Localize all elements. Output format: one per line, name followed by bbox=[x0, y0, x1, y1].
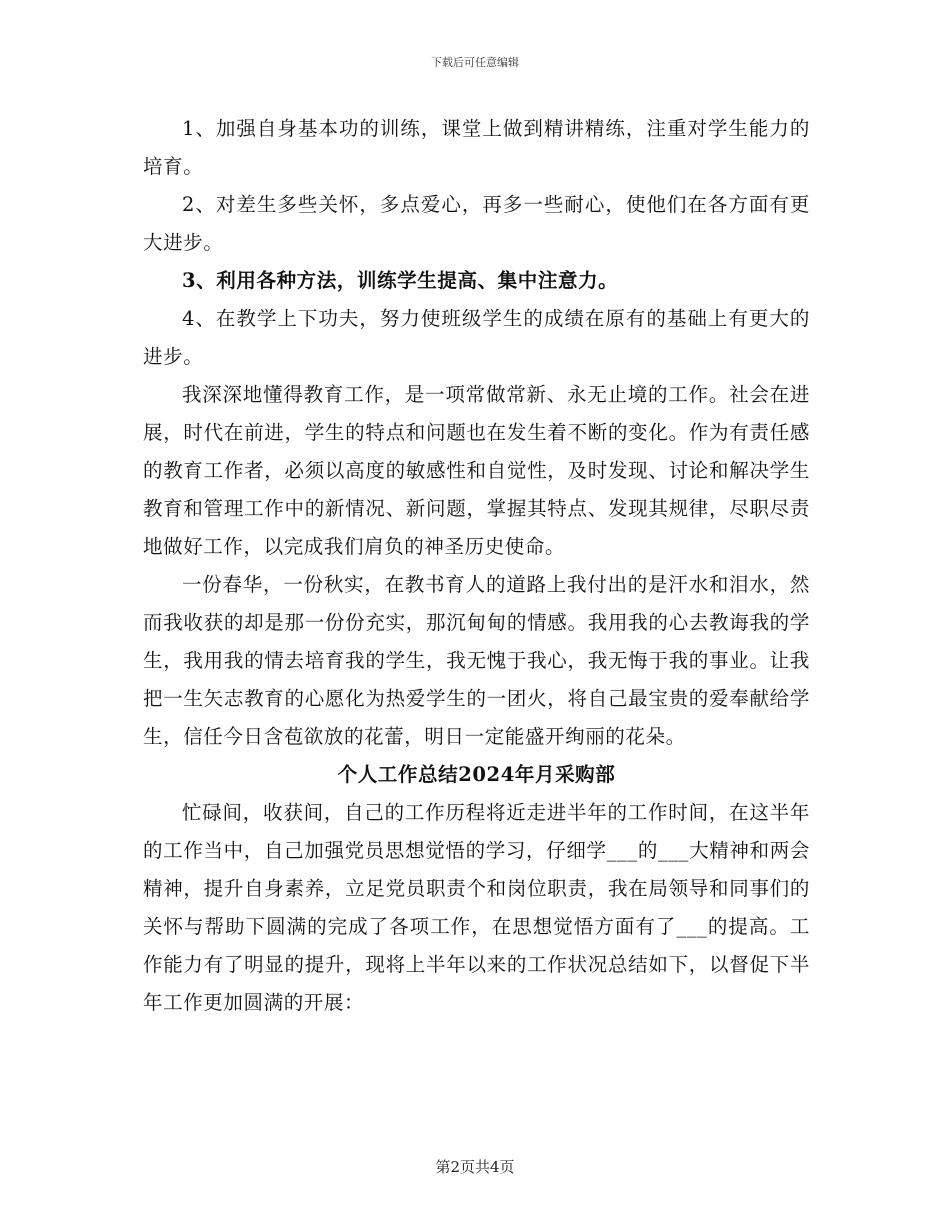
paragraph-item-1: 1、加强自身基本功的训练，课堂上做到精讲精练，注重对学生能力的培育。 bbox=[143, 117, 810, 178]
paragraph-item-4: 4、在教学上下功夫，努力使班级学生的成绩在原有的基础上有更大的进步。 bbox=[143, 307, 810, 368]
paragraph-item-3: 3、利用各种方法，训练学生提高、集中注意力。 bbox=[182, 269, 619, 292]
paragraph-education-work: 我深深地懂得教育工作，是一项常做常新、永无止境的工作。社会在进展，时代在前进，学生的特点和问题也在发生着不断的变化。作为有责任感的教育工作者，必须以高度的敏感性和自觉性，及时发现、讨论和解决学生教育和管理工作中的新情况、新问题，掌握其特点、发现其规律，尽职尽责地做好工作，以完成我们肩负的神圣历史使命。 bbox=[143, 383, 810, 558]
section-title: 个人工作总结2024年月采购部 bbox=[337, 763, 616, 786]
document-body bbox=[143, 110, 810, 1022]
paragraph-item-2: 2、对差生多些关怀，多点爱心，再多一些耐心，使他们在各方面有更大进步。 bbox=[143, 193, 810, 254]
paragraph-spring-autumn: 一份春华，一份秋实，在教书育人的道路上我付出的是汗水和泪水，然而我收获的却是那一份份充实，那沉甸甸的情感。我用我的心去教诲我的学生，我用我的情去培育我的学生，我无愧于我心，我无悔于我的事业。让我把一生矢志教育的心愿化为热爱学生的一团火，将自己最宝贵的爱奉献给学生，信任今日含苞欲放的花蕾，明日一定能盛开绚丽的花朵。 bbox=[143, 573, 810, 748]
page-number: 第2页共4页 bbox=[435, 1158, 515, 1176]
section-paragraph: 忙碌间，收获间，自己的工作历程将近走进半年的工作时间，在这半年的工作当中，自己加强党员思想觉悟的学习，仔细学___的___大精神和两会精神，提升自身素养，立足党员职责个和岗位职责，我在局领导和同事们的关怀与帮助下圆满的完成了各项工作，在思想觉悟方面有了___的提高。工作能力有了明显的提升，现将上半年以来的工作状况总结如下，以督促下半年工作更加圆满的开展： bbox=[143, 801, 810, 1014]
header-note: 下载后可任意编辑 bbox=[431, 56, 519, 69]
